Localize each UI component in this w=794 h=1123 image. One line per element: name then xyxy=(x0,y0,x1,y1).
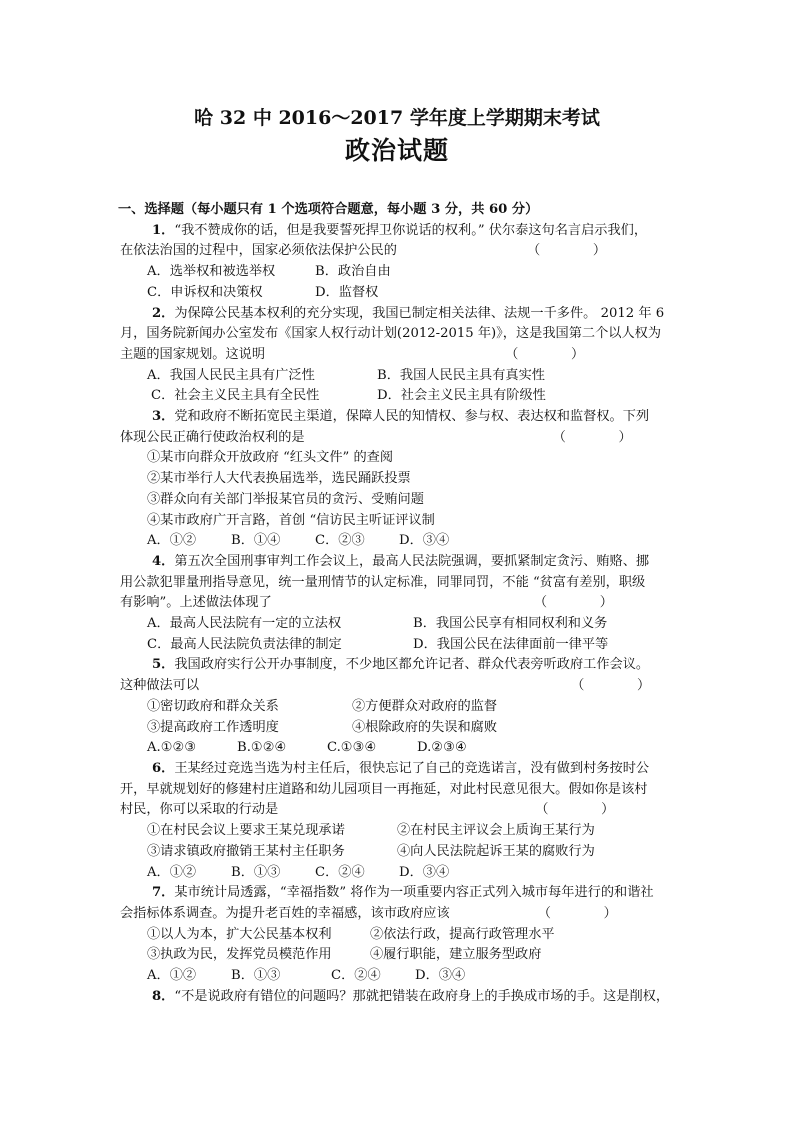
question-7-statements-34 xyxy=(120,945,680,966)
question-1-number: 1． xyxy=(152,222,175,238)
option-d: D．③④ xyxy=(399,864,450,880)
question-1-options-ab xyxy=(120,262,680,283)
question-1-text-1: “我不赞成你的话，但是我要誓死捍卫你说话的权利。” 伏尔泰这句名言启示我们， xyxy=(174,222,648,238)
question-3-statement-2: ②某市举行人大代表换届选举，选民踊跃投票 xyxy=(147,471,411,487)
question-3-text-1: 党和政府不断拓宽民主渠道，保障人民的知情权、参与权、表达权和监督权。下列 xyxy=(174,409,650,425)
exam-subject: 政治试题 xyxy=(344,136,449,165)
question-5-options xyxy=(120,738,680,759)
question-2-line-2: 月，国务院新闻办公室发布《国家人权行动计划(2012-2015 年)》，这是我国第二个以人权为 xyxy=(120,326,662,342)
question-8-number: 8． xyxy=(152,988,175,1004)
question-7-number: 7． xyxy=(152,885,175,901)
statement-2: ②在村民主评议会上质询王某行为 xyxy=(397,823,595,839)
option-b: B．①③ xyxy=(231,968,281,984)
question-7-text-2: 会指标体系调查。为提升老百姓的幸福感，该市政府应该 xyxy=(120,905,450,921)
question-4-options-ab xyxy=(120,614,680,635)
statement-3: ③请求镇政府撤销王某村主任职务 xyxy=(147,843,345,859)
question-5-statements-12 xyxy=(120,697,680,718)
question-3-statement-1: ①某市向群众开放政府 “红头文件” 的查阅 xyxy=(147,450,394,466)
exam-title: 哈 32 中 2016～2017 学年度上学期期末考试 xyxy=(194,107,600,129)
question-4-line-2: 用公款犯罪量刑指导意见，统一量刑情节的认定标准，同罪同罚，不能 “贫富有差别，职级 xyxy=(120,574,646,590)
answer-blank-6: （ ） xyxy=(535,802,615,818)
question-8-line-1 xyxy=(120,987,680,1008)
question-8-text-1: “不是说政府有错位的问题吗？那就把错装在政府身上的手换成市场的手。这是削权， xyxy=(174,988,670,1004)
question-7-options xyxy=(120,966,680,987)
option-c: C．最高人民法院负责法律的制定 xyxy=(147,636,342,652)
question-4-text-1: 第五次全国刑事审判工作会议上，最高人民法院强调，要抓紧制定贪污、贿赂、挪 xyxy=(174,553,650,569)
question-6-options xyxy=(120,863,680,884)
question-5-text-2: 这种做法可以 xyxy=(120,678,200,694)
question-2-line-1 xyxy=(120,304,680,325)
question-3-line-1 xyxy=(120,407,680,428)
answer-blank-7: （ ） xyxy=(537,905,617,921)
option-a: A.①②③ xyxy=(147,740,197,756)
option-d: D．我国公民在法律面前一律平等 xyxy=(413,636,609,652)
option-a: A．①② xyxy=(147,968,197,984)
option-b: B．政治自由 xyxy=(315,264,391,280)
answer-blank-1: （ ） xyxy=(526,243,607,259)
question-2-text-1: 为保障公民基本权利的充分实现，我国已制定相关法律、法规一千多件。 2012 年 6 xyxy=(174,305,665,321)
question-5-line-1 xyxy=(120,655,680,676)
statement-4: ④根除政府的失误和腐败 xyxy=(352,719,498,735)
question-1-line-2 xyxy=(120,241,680,262)
question-3-options xyxy=(120,531,680,552)
question-1-text-2: 在依法治国的过程中，国家必须依法保护公民的 xyxy=(120,243,397,259)
option-c: C．②④ xyxy=(315,864,365,880)
question-4-line-1 xyxy=(120,552,680,573)
question-5-number: 5． xyxy=(152,657,175,673)
statement-1: ①在村民会议上要求王某兑现承诺 xyxy=(147,823,345,839)
option-c: C．②③ xyxy=(315,533,365,549)
question-6-line-2: 开，早就规划好的修建村庄道路和幼儿园项目一再拖延，对此村民意见很大。假如你是该村 xyxy=(120,781,648,797)
question-3-text-2: 体现公民正确行使政治权利的是 xyxy=(120,429,305,445)
statement-1: ①以人为本，扩大公民基本权利 xyxy=(147,926,332,942)
statement-3: ③提高政府工作透明度 xyxy=(147,719,279,735)
question-6-line-1 xyxy=(120,759,680,780)
question-2-text-3: 主题的国家规划。这说明 xyxy=(120,346,266,362)
question-7-statements-12 xyxy=(120,925,680,946)
question-3-line-2 xyxy=(120,428,680,449)
option-d: D．③④ xyxy=(399,533,450,549)
answer-blank-4: （ ） xyxy=(533,595,613,611)
option-b: B．我国人民民主具有真实性 xyxy=(377,367,545,383)
option-a: A．选举权和被选举权 xyxy=(147,264,276,280)
question-7-line-2 xyxy=(120,904,680,925)
question-5-line-2 xyxy=(120,676,680,697)
question-1-line-1 xyxy=(120,221,680,242)
question-3-number: 3． xyxy=(152,409,175,425)
question-5-text-1: 我国政府实行公开办事制度，不少地区都允许记者、群众代表旁听政府工作会议。 xyxy=(174,657,650,673)
answer-blank-3: （ ） xyxy=(552,429,632,445)
option-d: D．监督权 xyxy=(315,284,379,300)
option-c: C．社会主义民主具有全民性 xyxy=(151,388,320,404)
section-heading: 一、选择题（每小题只有 1 个选项符合题意，每小题 3 分，共 60 分） xyxy=(118,202,539,217)
question-3-statement-3: ③群众向有关部门举报某官员的贪污、受贿问题 xyxy=(147,491,424,507)
question-2-options-cd xyxy=(120,386,680,407)
question-4-options-cd xyxy=(120,635,680,656)
statement-1: ①密切政府和群众关系 xyxy=(147,698,279,714)
question-6-line-3 xyxy=(120,800,680,821)
option-d: D．③④ xyxy=(415,968,466,984)
answer-blank-5: （ ） xyxy=(571,678,651,694)
option-a: A．①② xyxy=(147,533,197,549)
question-1-options-cd xyxy=(120,283,680,304)
question-6-number: 6． xyxy=(152,760,175,776)
option-a: A．我国人民民主具有广泛性 xyxy=(147,367,315,383)
option-a: A．①② xyxy=(147,864,197,880)
option-c: C．②④ xyxy=(331,968,381,984)
question-4-line-3 xyxy=(120,593,680,614)
option-d: D.②③④ xyxy=(417,740,467,756)
statement-2: ②依法行政，提高行政管理水平 xyxy=(370,926,555,942)
option-a: A．最高人民法院有一定的立法权 xyxy=(147,616,342,632)
option-c: C.①③④ xyxy=(327,740,377,756)
question-4-number: 4． xyxy=(152,553,175,569)
question-6-statements-12 xyxy=(120,821,680,842)
option-b: B．①④ xyxy=(231,533,281,549)
question-6-statements-34 xyxy=(120,842,680,863)
question-5-statements-34 xyxy=(120,718,680,739)
answer-blank-2: （ ） xyxy=(505,346,585,362)
option-d: D．社会主义民主具有阶级性 xyxy=(377,388,546,404)
question-4-text-3: 有影响”。上述做法体现了 xyxy=(120,595,272,611)
question-2-options-ab xyxy=(120,366,680,387)
statement-3: ③执政为民，发挥党员模范作用 xyxy=(147,947,332,963)
question-2-number: 2． xyxy=(152,305,175,321)
exam-content xyxy=(120,200,680,1007)
statement-4: ④向人民法院起诉王某的腐败行为 xyxy=(397,843,595,859)
option-b: B.①②④ xyxy=(237,740,287,756)
question-2-line-3 xyxy=(120,345,680,366)
question-6-text-1: 王某经过竞选当选为村主任后，很快忘记了自己的竞选诺言，没有做到村务按时公 xyxy=(174,760,650,776)
question-7-line-1 xyxy=(120,883,680,904)
question-7-text-1: 某市统计局透露，“幸福指数” 将作为一项重要内容正式列入城市每年进行的和谐社 xyxy=(174,885,654,901)
statement-2: ②方便群众对政府的监督 xyxy=(352,698,498,714)
option-c: C．申诉权和决策权 xyxy=(147,284,263,300)
question-6-text-3: 村民，你可以采取的行动是 xyxy=(120,802,279,818)
question-3-statement-4: ④某市政府广开言路，首创 “信访民主听证评议制 xyxy=(147,512,435,528)
option-b: B．我国公民享有相同权利和义务 xyxy=(413,616,608,632)
option-b: B．①③ xyxy=(231,864,281,880)
statement-4: ④履行职能，建立服务型政府 xyxy=(370,947,542,963)
